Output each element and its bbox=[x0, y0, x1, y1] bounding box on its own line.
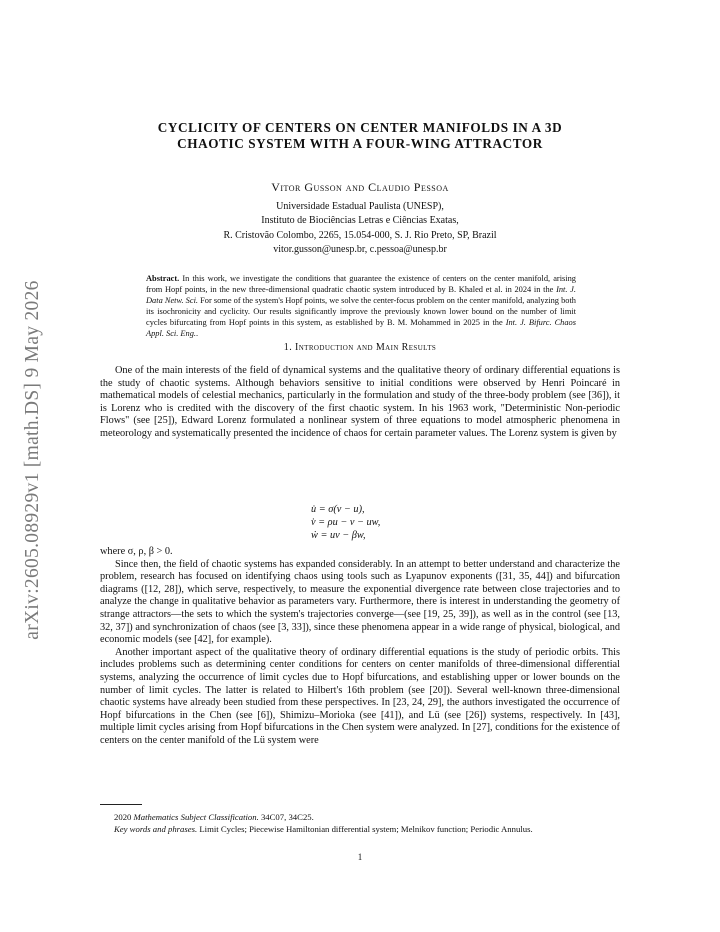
author-emails: vitor.gusson@unesp.br, c.pessoa@unesp.br bbox=[273, 244, 447, 256]
title-line-1: CYCLICITY OF CENTERS ON CENTER MANIFOLDS IN A 3D bbox=[157, 120, 563, 135]
msc-line bbox=[100, 811, 620, 823]
arxiv-sidebar bbox=[8, 250, 58, 670]
paper-title bbox=[100, 120, 620, 152]
arxiv-identifier: arXiv:2605.08929v1 [math.DS] 9 May 2026 bbox=[22, 280, 43, 640]
affiliation-line: Instituto de Biociências Letras e Ciências Exatas, bbox=[261, 215, 459, 227]
abstract bbox=[146, 274, 576, 339]
msc-year: 2020 bbox=[114, 812, 134, 822]
keywords-line bbox=[100, 823, 620, 835]
equation-line: u̇ = σ(v − u), bbox=[311, 504, 365, 515]
body-paragraph-1 bbox=[100, 365, 620, 441]
title-line-2: CHAOTIC SYSTEM WITH A FOUR-WING ATTRACTOR bbox=[177, 136, 543, 151]
paragraph-text: One of the main interests of the field of dynamical systems and the qualitative theory of ordinary differential equations is the study of chaotic systems. Although behaviors sensitive to initial conditions were observed by Henri Poincaré in mathematical models of celestial mechanics, particularly in the formulation and study of the three-body problem (see [36]), it is Lorenz who is credited with the discovery of the first chaotic system. In his 1963 work, "Deterministic Non-periodic Flows" (see [25]), Edward Lorenz formulated a nonlinear system of three equations to model atmospheric phenomena in meteorology and systematically presented the incidence of chaos for certain parameter values. The Lorenz system is given by bbox=[100, 365, 620, 439]
keywords-label: Key words and phrases. bbox=[114, 824, 198, 834]
journal-name: Int. J. Data Netw. Sci. bbox=[146, 284, 576, 305]
affiliation-line: Universidade Estadual Paulista (UNESP), bbox=[276, 201, 444, 212]
affiliation-line: R. Cristovão Colombo, 2265, 15.054-000, S. J. Rio Preto, SP, Brazil bbox=[223, 229, 497, 241]
author-names: Vitor Gusson and Claudio Pessoa bbox=[271, 180, 449, 194]
abstract-text: For some of the system's Hopf points, we solve the center-focus problem on the center manifold, analyzing both its isochronicity and cyclicity. Our results significantly improve the previously known lower bound on the number of limit cycles bifurcating from Hopf points in this system, as established by B. M. Mohammed in 2025 in the bbox=[146, 295, 576, 327]
journal-name: Int. J. Bifurc. Chaos Appl. Sci. Eng. bbox=[146, 317, 576, 338]
paragraph-text: Since then, the field of chaotic systems has expanded considerably. In an attempt to better understand and characterize the problem, research has focused on identifying chaos using tools such as Lyapunov exponents ([31, 35, 44]) and bifurcation diagrams ([12, 28]), which serve, respectively, to measure the exponential divergence rate between close trajectories and to analyze the change in qualitative behavior as parameters vary. Furthermore, there is interest in understanding the geometry of strange attractors—the sets to which the system's trajectories converge—(see [19, 25, 39]), as well as in the control (see [13, 32, 37]) and synchronization of chaos (see [3, 33]), since these phenomena appear in a wide range of physical, biological, and economic models (see [42], for example). bbox=[100, 558, 620, 646]
affiliation-block bbox=[100, 200, 620, 258]
keywords-text: Limit Cycles; Piecewise Hamiltonian differential system; Melnikov function; Periodic Annulus. bbox=[197, 824, 533, 834]
page-number: 1 bbox=[357, 852, 363, 862]
equation-line: ẇ = uv − βw, bbox=[311, 530, 366, 541]
footnote-rule bbox=[100, 804, 142, 805]
msc-codes: 34C07, 34C25. bbox=[258, 812, 314, 822]
abstract-label: Abstract. bbox=[146, 274, 180, 283]
equation-line: v̇ = ρu − v − uw, bbox=[311, 517, 381, 528]
paragraph-text: Another important aspect of the qualitative theory of ordinary differential equations is the study of periodic orbits. This includes problems such as determining center conditions for centers on center manifolds of three-dimensional differential systems, analyzing the occurrence of limit cycles due to Hopf bifurcations, and establishing upper or lower bounds on the number of limit cycles. The latter is related to Hilbert's 16th problem (see [20]). Several well-known three-dimensional chaotic systems have already been studied from these perspectives. In [23, 24, 29], the authors investigated the occurrence of Hopf bifurcations in the Chen (see [6]), Shimizu–Morioka (see [41]), and Lü (see [26]) systems, respectively. In [43], multiple limit cycles arising from Hopf bifurcations in the Chen system were analyzed. In [27], conditions for the existence of centers on the center manifold of the Lü system were bbox=[100, 646, 620, 746]
section-heading: 1. Introduction and Main Results bbox=[283, 342, 437, 353]
abstract-text: . bbox=[196, 328, 199, 338]
abstract-text: In this work, we investigate the conditions that guarantee the existence of centers on the center manifold, arising from Hopf points, in the new three-dimensional quadratic chaotic system introduced by B. Khaled et al. in 2024 in the bbox=[146, 274, 576, 294]
msc-label: Mathematics Subject Classification. bbox=[133, 812, 259, 822]
body-paragraph-2 bbox=[100, 546, 620, 748]
where-line: where σ, ρ, β > 0. bbox=[100, 546, 173, 557]
footnote bbox=[100, 811, 620, 835]
lorenz-equations bbox=[311, 503, 380, 542]
